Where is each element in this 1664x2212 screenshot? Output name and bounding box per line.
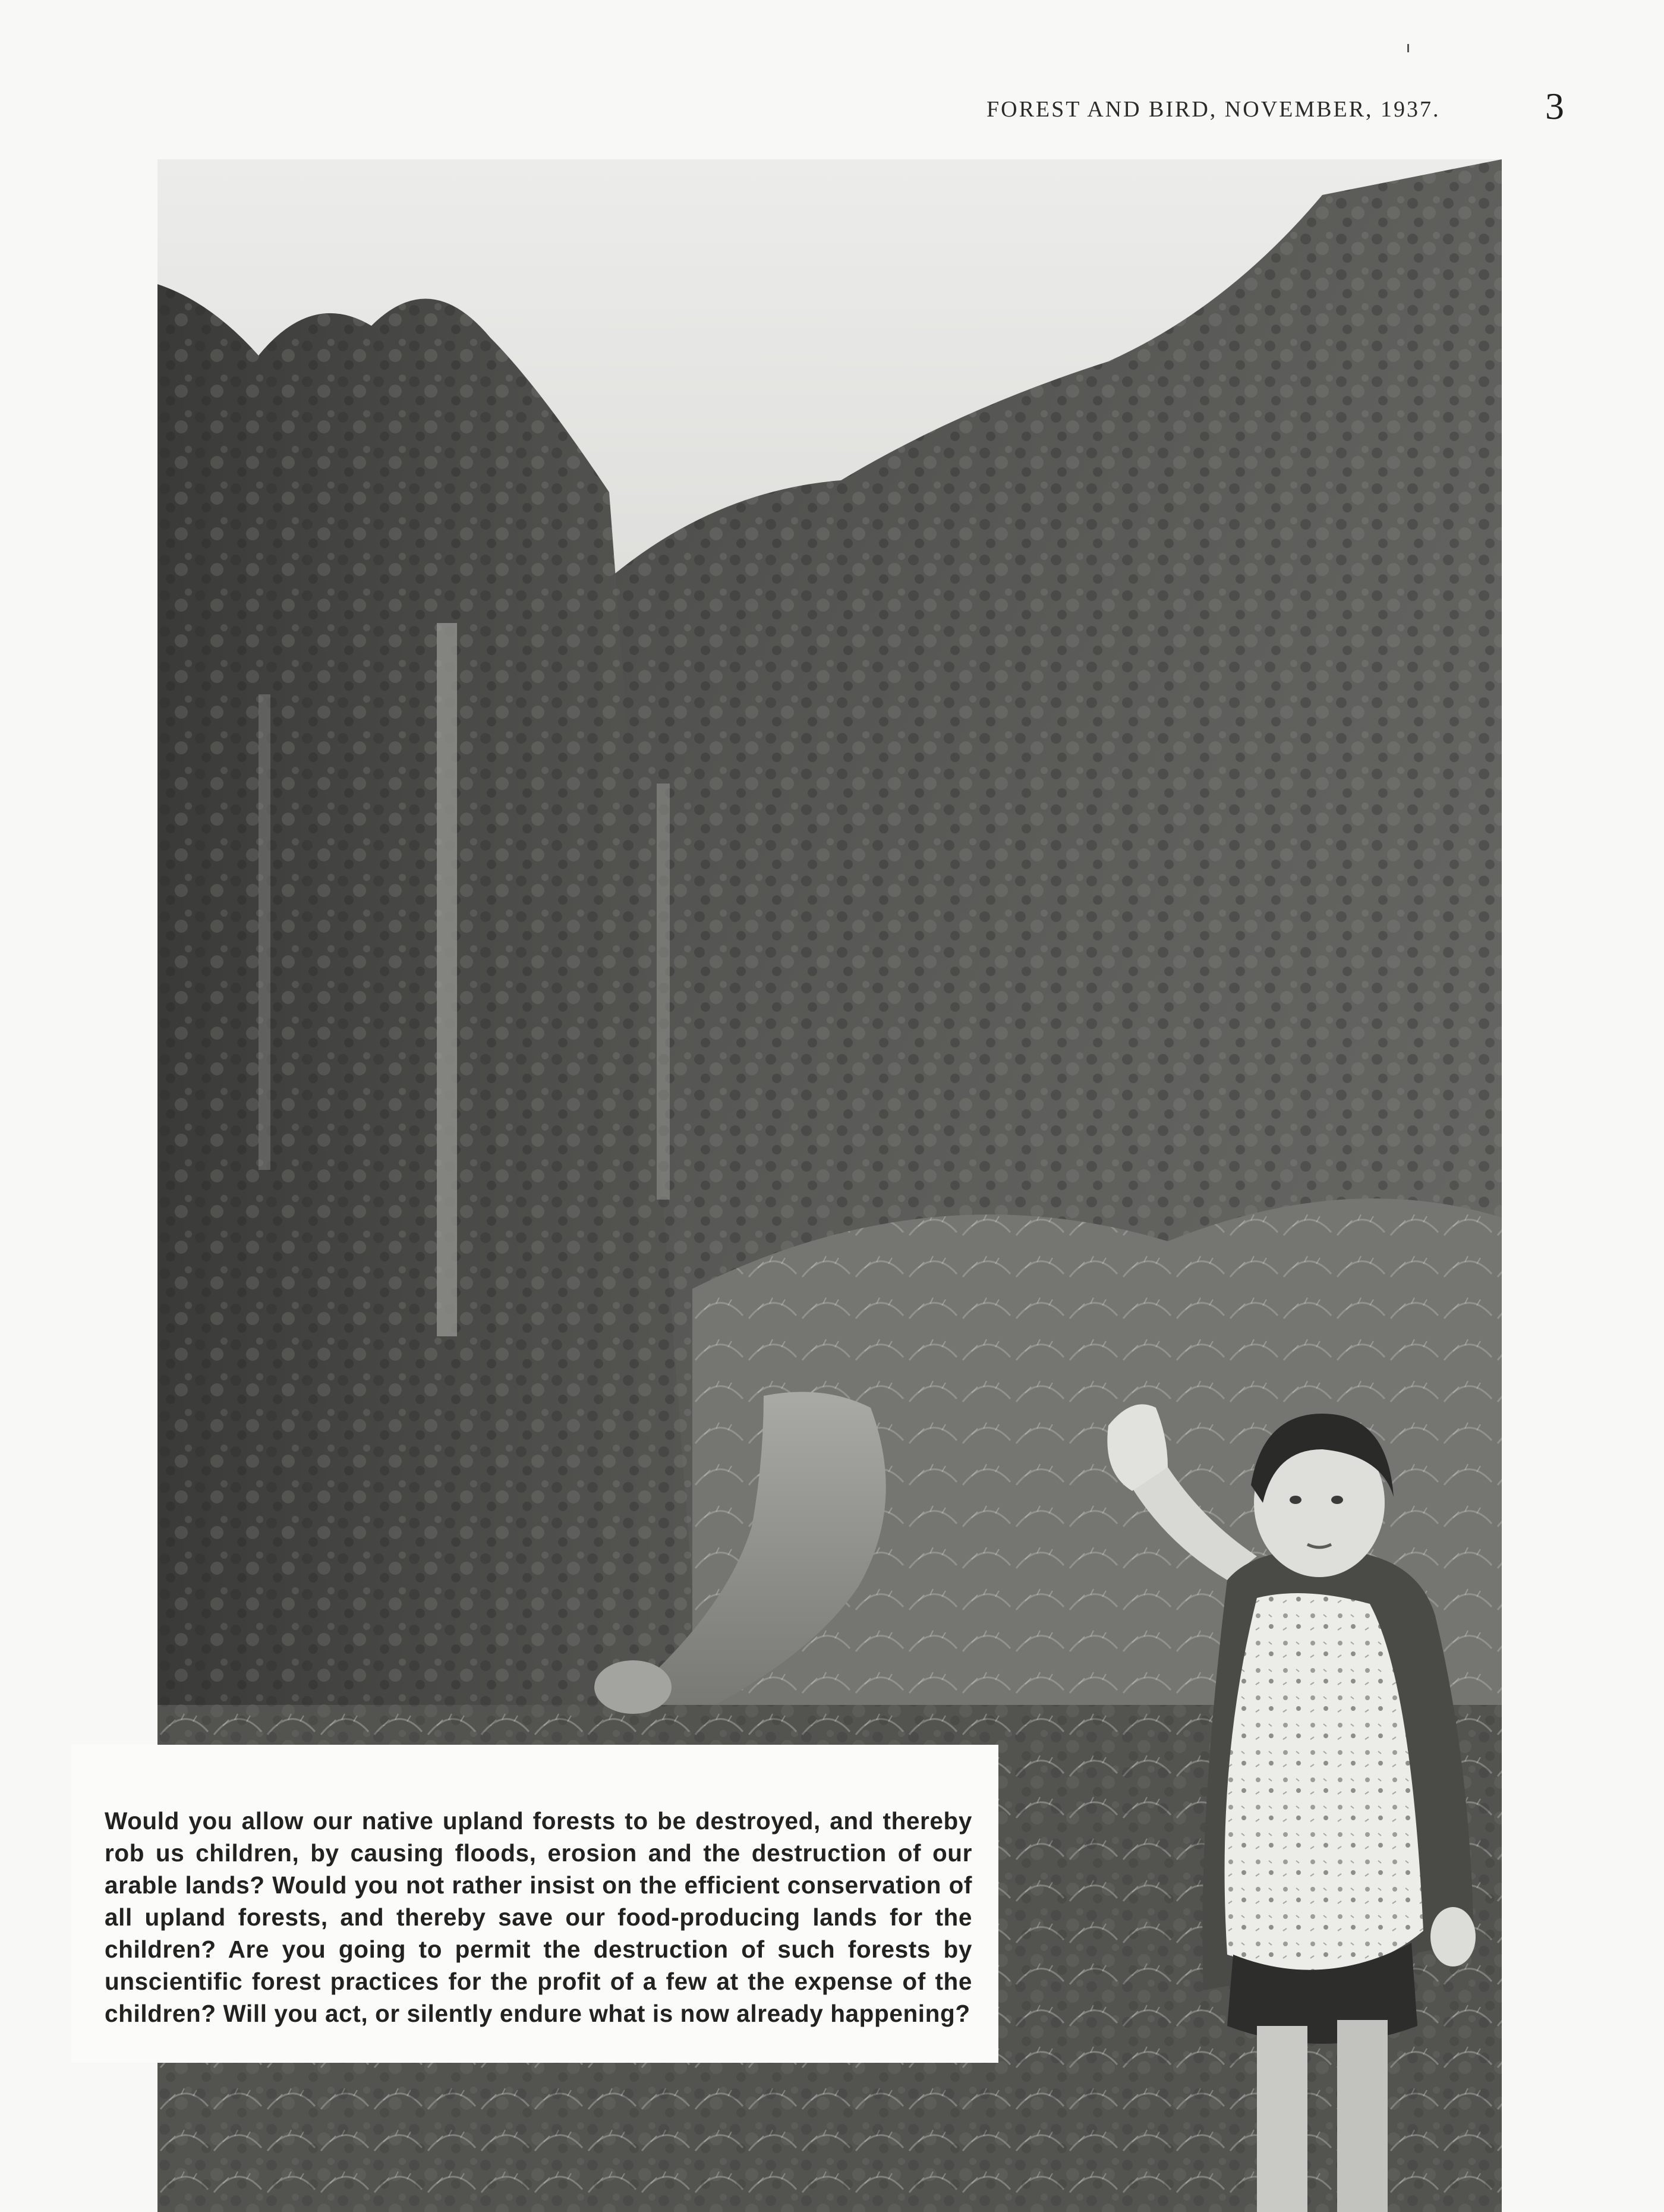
caption-box: [71, 1745, 998, 2063]
page-header: [987, 85, 1581, 137]
running-head: FOREST AND BIRD, NOVEMBER, 1937.: [987, 97, 1441, 122]
print-mark: [1407, 44, 1409, 52]
caption-text: Would you allow our native upland forests to be destroyed, and thereby rob us children, by causing floods, erosion and the destruction of our arable lands? Would you not rather insist on the efficient conservation of all upland forests, and thereby save our food-producing lands for the children? Are you going to permit the destruction of such forests by unscientific forest practices for the profit of a few at the expense of the children? Will you act, or silently endure what is now already happening?: [105, 1807, 972, 2027]
page-number: 3: [1545, 85, 1564, 127]
